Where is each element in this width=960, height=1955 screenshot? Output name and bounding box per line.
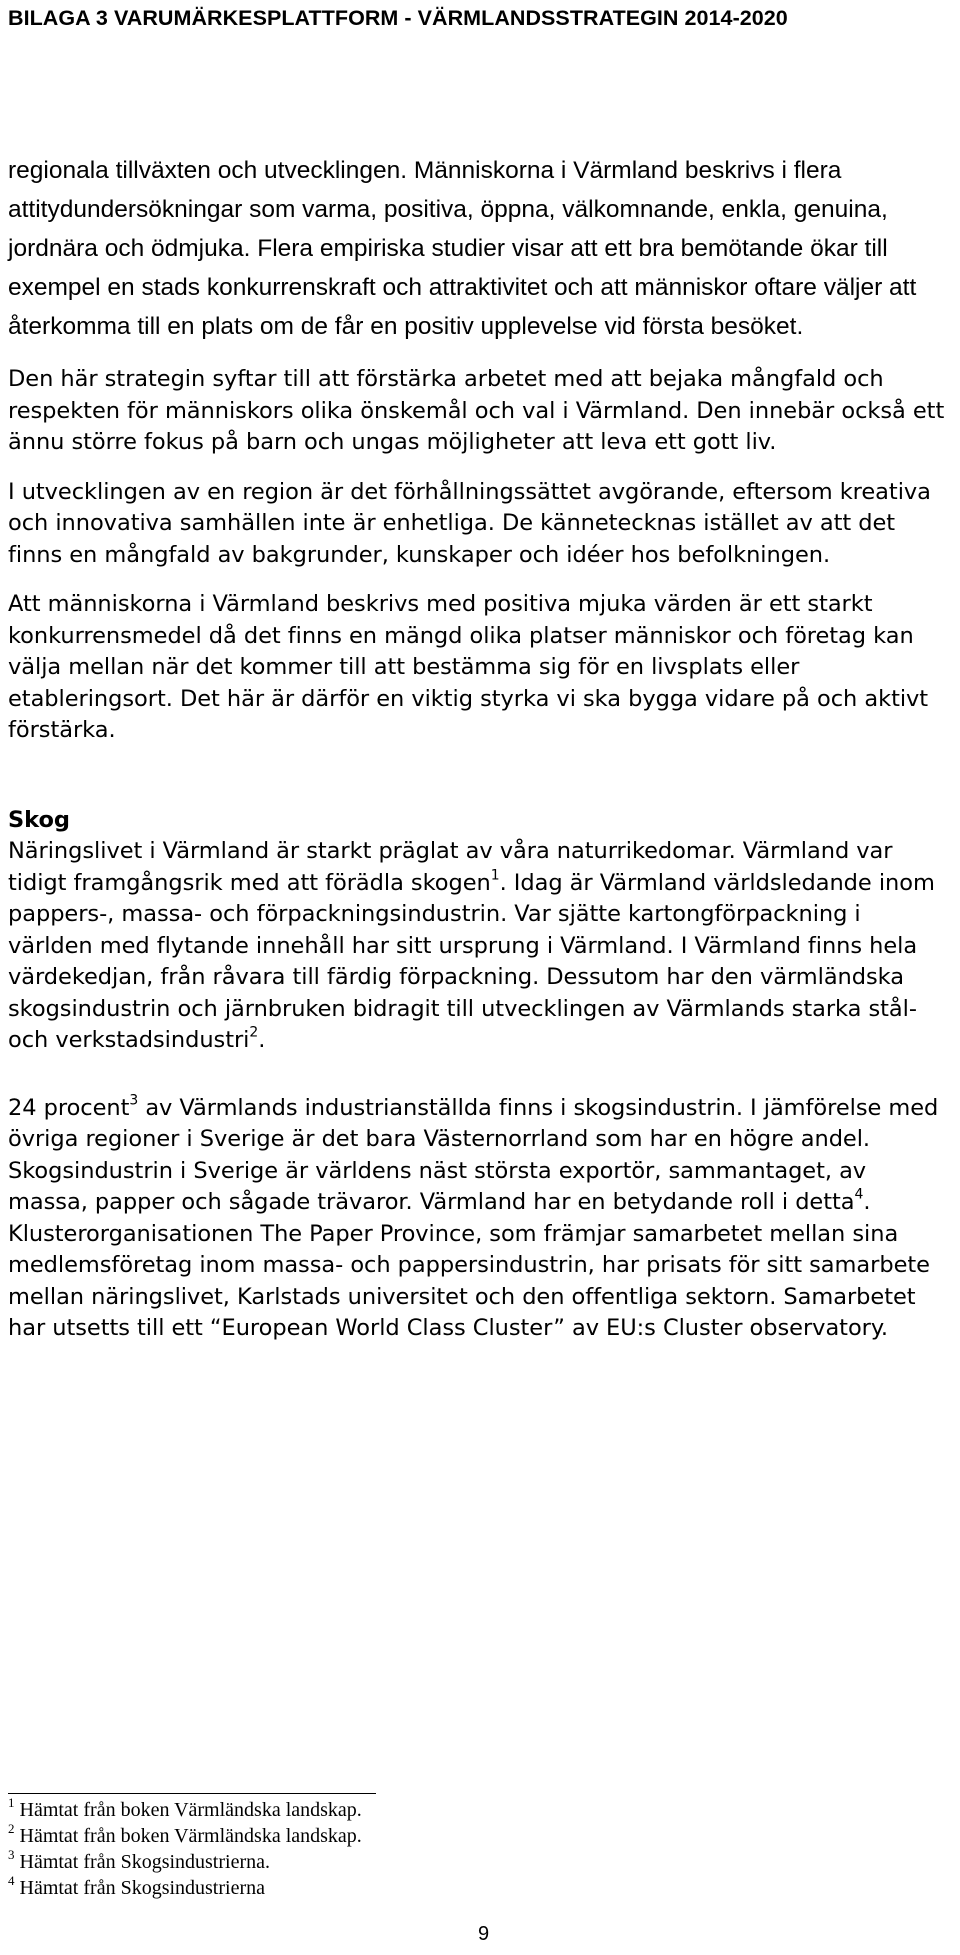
footnote-text: Hämtat från Skogsindustrierna [14, 1877, 265, 1899]
paragraph-strategy: Den här strategin syftar till att förstärka arbetet med att bejaka mångfald och respekten för människors olika önskemål och val i Värmland. Den innebär också ett ännu större fokus på barn och ungas möjligheter att leva ett gott liv. [8, 366, 945, 455]
footnote-text: Hämtat från boken Värmländska landskap. [14, 1799, 362, 1821]
footnote-text: Hämtat från Skogsindustrierna. [14, 1851, 270, 1873]
footnote-3 [8, 1846, 362, 1875]
footnote-ref-3: 3 [129, 1092, 139, 1109]
text-segment: 24 procent [8, 1094, 130, 1121]
footnote-number: 3 [8, 1846, 15, 1862]
page-number: 9 [478, 1923, 490, 1945]
footnote-number: 1 [8, 1794, 15, 1810]
paragraph-forest-industry [8, 836, 952, 1057]
paragraph-forest-statistics [8, 1093, 952, 1345]
body-text [8, 151, 952, 1345]
text-segment: Näringslivet i Värmland är starkt präglat av våra naturrikedomar. Värmland var tidigt framgångsrik med att förädla skogen [8, 838, 893, 896]
footnote-ref-2: 2 [249, 1024, 259, 1041]
footnote-text: Hämtat från boken Värmländska landskap. [14, 1825, 362, 1847]
paragraph-attitudes: regionala tillväxten och utvecklingen. Människorna i Värmland beskrivs i flera attitydundersökningar som varma, positiva, öppna, välkomnande, enkla, genuina, jordnära och ödmjuka. Flera empiriska studier visar att ett bra bemötande ökar till exempel en stads konkurrenskraft och attraktivitet och att människor oftare väljer att återkomma till en plats om de får en positiv upplevelse vid första besöket. [8, 157, 917, 340]
footnote-ref-1: 1 [490, 867, 500, 884]
footnote-4 [8, 1872, 362, 1901]
paragraph-development: I utvecklingen av en region är det förhållningssättet avgörande, eftersom kreativa och innovativa samhällen inte är enhetliga. De kännetecknas istället av att det finns en mångfald av bakgrunder, kunskaper och idéer hos befolkningen. [8, 478, 931, 568]
footnote-ref-4: 4 [854, 1186, 864, 1203]
footnote-2 [8, 1820, 362, 1849]
paragraph-competitive-advantage: Att människorna i Värmland beskrivs med positiva mjuka värden är ett starkt konkurrensmedel då det finns en mängd olika platser människor och företag kan välja mellan när det kommer till att bestämma sig för en livsplats eller etableringsort. Det här är därför en viktig styrka vi ska bygga vidare på och aktivt förstärka. [8, 591, 929, 743]
footnotes [8, 1794, 362, 1901]
text-segment: . [258, 1027, 266, 1053]
text-segment: . Idag är Värmland världsledande inom pappers-, massa- och förpackningsindustrin. Var sjätte kartongförpackning i världen med flytande innehåll har sitt ursprung i Värmland. I Värmland finns hela värdekedjan, från råvara till färdig förpackning. Dessutom har den värmländska skogsindustrin och järnbruken bidragit till utvecklingen av Värmlands starka stål- och verkstadsindustri [8, 869, 935, 1053]
document-header: BILAGA 3 VARUMÄRKESPLATTFORM - VÄRMLANDSSTRATEGIN 2014-2020 [8, 6, 788, 30]
text-segment: av Värmlands industrianställda finns i skogsindustrin. I jämförelse med övriga regioner i Sverige är det bara Västernorrland som har en högre andel. Skogsindustrin i Sverige är världens näst största exportör, sammantaget, av massa, papper och sågade trävaror. Värmland har en betydande roll i detta [8, 1094, 939, 1215]
footnote-1 [8, 1794, 362, 1823]
footnote-number: 4 [8, 1872, 15, 1888]
footnote-separator [8, 1793, 376, 1794]
section-heading-skog: Skog [8, 806, 70, 833]
text-segment: . Klusterorganisationen The Paper Province, som främjar samarbetet mellan sina medlemsföretag inom massa- och pappersindustrin, har prisats för sitt samarbete mellan näringslivet, Karlstads universitet och den offentliga sektorn. Samarbetet har utsetts till ett “European World Class Cluster” av EU:s Cluster observatory. [8, 1189, 930, 1341]
footnote-number: 2 [8, 1820, 15, 1836]
